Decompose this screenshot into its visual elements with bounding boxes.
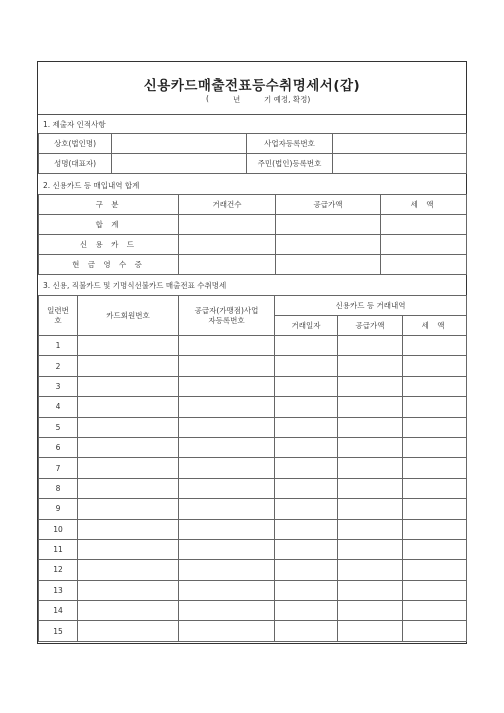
- header-transaction-details: 신용카드 등 거래내역: [275, 296, 467, 316]
- transaction-date-field[interactable]: [275, 356, 338, 376]
- table-row: [39, 437, 467, 457]
- card-number-field[interactable]: [78, 417, 179, 437]
- tax-field[interactable]: [403, 397, 467, 417]
- row-cash-receipt-label: 현 금 영 수 증: [39, 255, 179, 275]
- transaction-date-field[interactable]: [275, 560, 338, 580]
- serial-number-cell: 2: [39, 356, 78, 376]
- tax-field[interactable]: [403, 539, 467, 559]
- transaction-date-field[interactable]: [275, 376, 338, 396]
- transaction-date-field[interactable]: [275, 580, 338, 600]
- serial-number-cell: 4: [39, 397, 78, 417]
- table-row: [39, 621, 467, 641]
- transaction-date-field[interactable]: [275, 478, 338, 498]
- business-reg-no-field[interactable]: [333, 134, 467, 154]
- tax-field[interactable]: [403, 621, 467, 641]
- supplier-reg-field[interactable]: [179, 336, 275, 356]
- tax-field[interactable]: [403, 560, 467, 580]
- card-number-field[interactable]: [78, 519, 179, 539]
- supply-value-field[interactable]: [338, 560, 403, 580]
- total-supply-field[interactable]: [276, 215, 381, 235]
- form-title: 신용카드매출전표등수취명세서(갑): [143, 78, 361, 94]
- table-row: [39, 560, 467, 580]
- card-number-field[interactable]: [78, 437, 179, 457]
- tax-field[interactable]: [403, 499, 467, 519]
- cash-receipt-tax-field[interactable]: [381, 255, 467, 275]
- tax-field[interactable]: [403, 580, 467, 600]
- supplier-reg-field[interactable]: [179, 621, 275, 641]
- tax-field[interactable]: [403, 458, 467, 478]
- header-tax-amount: 세 액: [381, 195, 467, 215]
- transaction-date-field[interactable]: [275, 336, 338, 356]
- header-supplier-reg-number: 공급자(가맹점)사업자등록번호: [179, 296, 275, 336]
- resident-reg-no-label: 주민(법인)등록번호: [247, 154, 333, 174]
- supply-value-field[interactable]: [338, 397, 403, 417]
- supply-value-field[interactable]: [338, 601, 403, 621]
- serial-number-cell: 3: [39, 376, 78, 396]
- card-number-field[interactable]: [78, 621, 179, 641]
- supplier-reg-field[interactable]: [179, 560, 275, 580]
- card-number-field[interactable]: [78, 539, 179, 559]
- supply-value-field[interactable]: [338, 580, 403, 600]
- tax-field[interactable]: [403, 601, 467, 621]
- transaction-date-field[interactable]: [275, 458, 338, 478]
- title-block: [38, 62, 466, 115]
- representative-name-field[interactable]: [112, 154, 247, 174]
- table-row: [39, 417, 467, 437]
- serial-number-cell: 11: [39, 539, 78, 559]
- card-number-field[interactable]: [78, 376, 179, 396]
- subtitle-period: 기 예정, 확정): [264, 95, 311, 104]
- company-name-label: 상호(법인명): [39, 134, 112, 154]
- supply-value-field[interactable]: [338, 499, 403, 519]
- tax-field[interactable]: [403, 376, 467, 396]
- supply-value-field[interactable]: [338, 478, 403, 498]
- supplier-reg-field[interactable]: [179, 437, 275, 457]
- tax-field[interactable]: [403, 417, 467, 437]
- row-total-label: 합 계: [39, 215, 179, 235]
- table-row: [39, 539, 467, 559]
- supplier-reg-field[interactable]: [179, 499, 275, 519]
- subtitle-open-paren: (: [206, 94, 209, 103]
- supplier-reg-field[interactable]: [179, 397, 275, 417]
- serial-number-cell: 8: [39, 478, 78, 498]
- credit-card-tax-field[interactable]: [381, 235, 467, 255]
- card-number-field[interactable]: [78, 478, 179, 498]
- supply-value-field[interactable]: [338, 336, 403, 356]
- header-supply-value: 공급가액: [276, 195, 381, 215]
- supplier-reg-field[interactable]: [179, 601, 275, 621]
- submitter-info-table: [38, 133, 467, 174]
- transaction-date-field[interactable]: [275, 397, 338, 417]
- tax-field[interactable]: [403, 437, 467, 457]
- supply-value-field[interactable]: [338, 356, 403, 376]
- table-row: [39, 601, 467, 621]
- supply-value-field[interactable]: [338, 519, 403, 539]
- resident-reg-no-field[interactable]: [333, 154, 467, 174]
- section3-label: 3. 신용, 직불카드 및 기명식선불카드 매출전표 수취명세: [43, 281, 227, 290]
- supplier-reg-field[interactable]: [179, 539, 275, 559]
- representative-name-label: 성명(대표자): [39, 154, 112, 174]
- supplier-reg-field[interactable]: [179, 478, 275, 498]
- supply-value-field[interactable]: [338, 376, 403, 396]
- tax-field[interactable]: [403, 519, 467, 539]
- tax-field[interactable]: [403, 356, 467, 376]
- card-number-field[interactable]: [78, 601, 179, 621]
- serial-number-cell: 1: [39, 336, 78, 356]
- cash-receipt-supply-field[interactable]: [276, 255, 381, 275]
- supplier-reg-field[interactable]: [179, 417, 275, 437]
- transaction-date-field[interactable]: [275, 519, 338, 539]
- card-number-field[interactable]: [78, 356, 179, 376]
- tax-field[interactable]: [403, 336, 467, 356]
- table-row: [39, 499, 467, 519]
- serial-number-cell: 5: [39, 417, 78, 437]
- serial-number-cell: 13: [39, 580, 78, 600]
- table-row: [39, 519, 467, 539]
- table-row: [39, 376, 467, 396]
- serial-number-cell: 15: [39, 621, 78, 641]
- serial-number-cell: 12: [39, 560, 78, 580]
- card-number-field[interactable]: [78, 499, 179, 519]
- supply-value-field[interactable]: [338, 417, 403, 437]
- receipt-detail-table: [38, 295, 467, 642]
- table-row: [39, 356, 467, 376]
- form-frame: [37, 61, 467, 644]
- supplier-reg-field[interactable]: [179, 580, 275, 600]
- header-category: 구 분: [39, 195, 179, 215]
- transaction-date-field[interactable]: [275, 417, 338, 437]
- transaction-date-field[interactable]: [275, 437, 338, 457]
- section2-label: 2. 신용카드 등 매입내역 합계: [43, 181, 140, 190]
- table-row: [39, 478, 467, 498]
- tax-field[interactable]: [403, 478, 467, 498]
- serial-number-cell: 6: [39, 437, 78, 457]
- credit-card-count-field[interactable]: [179, 235, 276, 255]
- supply-value-field[interactable]: [338, 621, 403, 641]
- table-row: [39, 580, 467, 600]
- table-row: [39, 336, 467, 356]
- header-transaction-date: 거래일자: [275, 316, 338, 336]
- transaction-date-field[interactable]: [275, 499, 338, 519]
- header-card-member-number: 카드회원번호: [78, 296, 179, 336]
- table-row: [39, 458, 467, 478]
- subtitle-year: 년: [233, 95, 241, 104]
- serial-number-cell: 10: [39, 519, 78, 539]
- cash-receipt-count-field[interactable]: [179, 255, 276, 275]
- supply-value-field[interactable]: [338, 458, 403, 478]
- card-number-field[interactable]: [78, 580, 179, 600]
- purchase-summary-table: [38, 194, 467, 275]
- card-number-field[interactable]: [78, 336, 179, 356]
- serial-number-cell: 7: [39, 458, 78, 478]
- supplier-reg-field[interactable]: [179, 376, 275, 396]
- header-serial-number: 일련번호: [39, 296, 78, 336]
- supplier-reg-field[interactable]: [179, 356, 275, 376]
- header-detail-tax: 세 액: [403, 316, 467, 336]
- total-count-field[interactable]: [179, 215, 276, 235]
- supplier-reg-field[interactable]: [179, 458, 275, 478]
- serial-number-cell: 9: [39, 499, 78, 519]
- serial-number-cell: 14: [39, 601, 78, 621]
- card-number-field[interactable]: [78, 560, 179, 580]
- table-row: [39, 397, 467, 417]
- credit-card-supply-field[interactable]: [276, 235, 381, 255]
- supplier-reg-field[interactable]: [179, 519, 275, 539]
- header-transaction-count: 거래건수: [179, 195, 276, 215]
- section1-label: 1. 제출자 인적사항: [43, 120, 106, 129]
- company-name-field[interactable]: [112, 134, 247, 154]
- transaction-date-field[interactable]: [275, 601, 338, 621]
- business-reg-no-label: 사업자등록번호: [247, 134, 333, 154]
- supply-value-field[interactable]: [338, 539, 403, 559]
- header-detail-supply-value: 공급가액: [338, 316, 403, 336]
- card-number-field[interactable]: [78, 458, 179, 478]
- supply-value-field[interactable]: [338, 437, 403, 457]
- total-tax-field[interactable]: [381, 215, 467, 235]
- card-number-field[interactable]: [78, 397, 179, 417]
- transaction-date-field[interactable]: [275, 621, 338, 641]
- transaction-date-field[interactable]: [275, 539, 338, 559]
- row-credit-card-label: 신 용 카 드: [39, 235, 179, 255]
